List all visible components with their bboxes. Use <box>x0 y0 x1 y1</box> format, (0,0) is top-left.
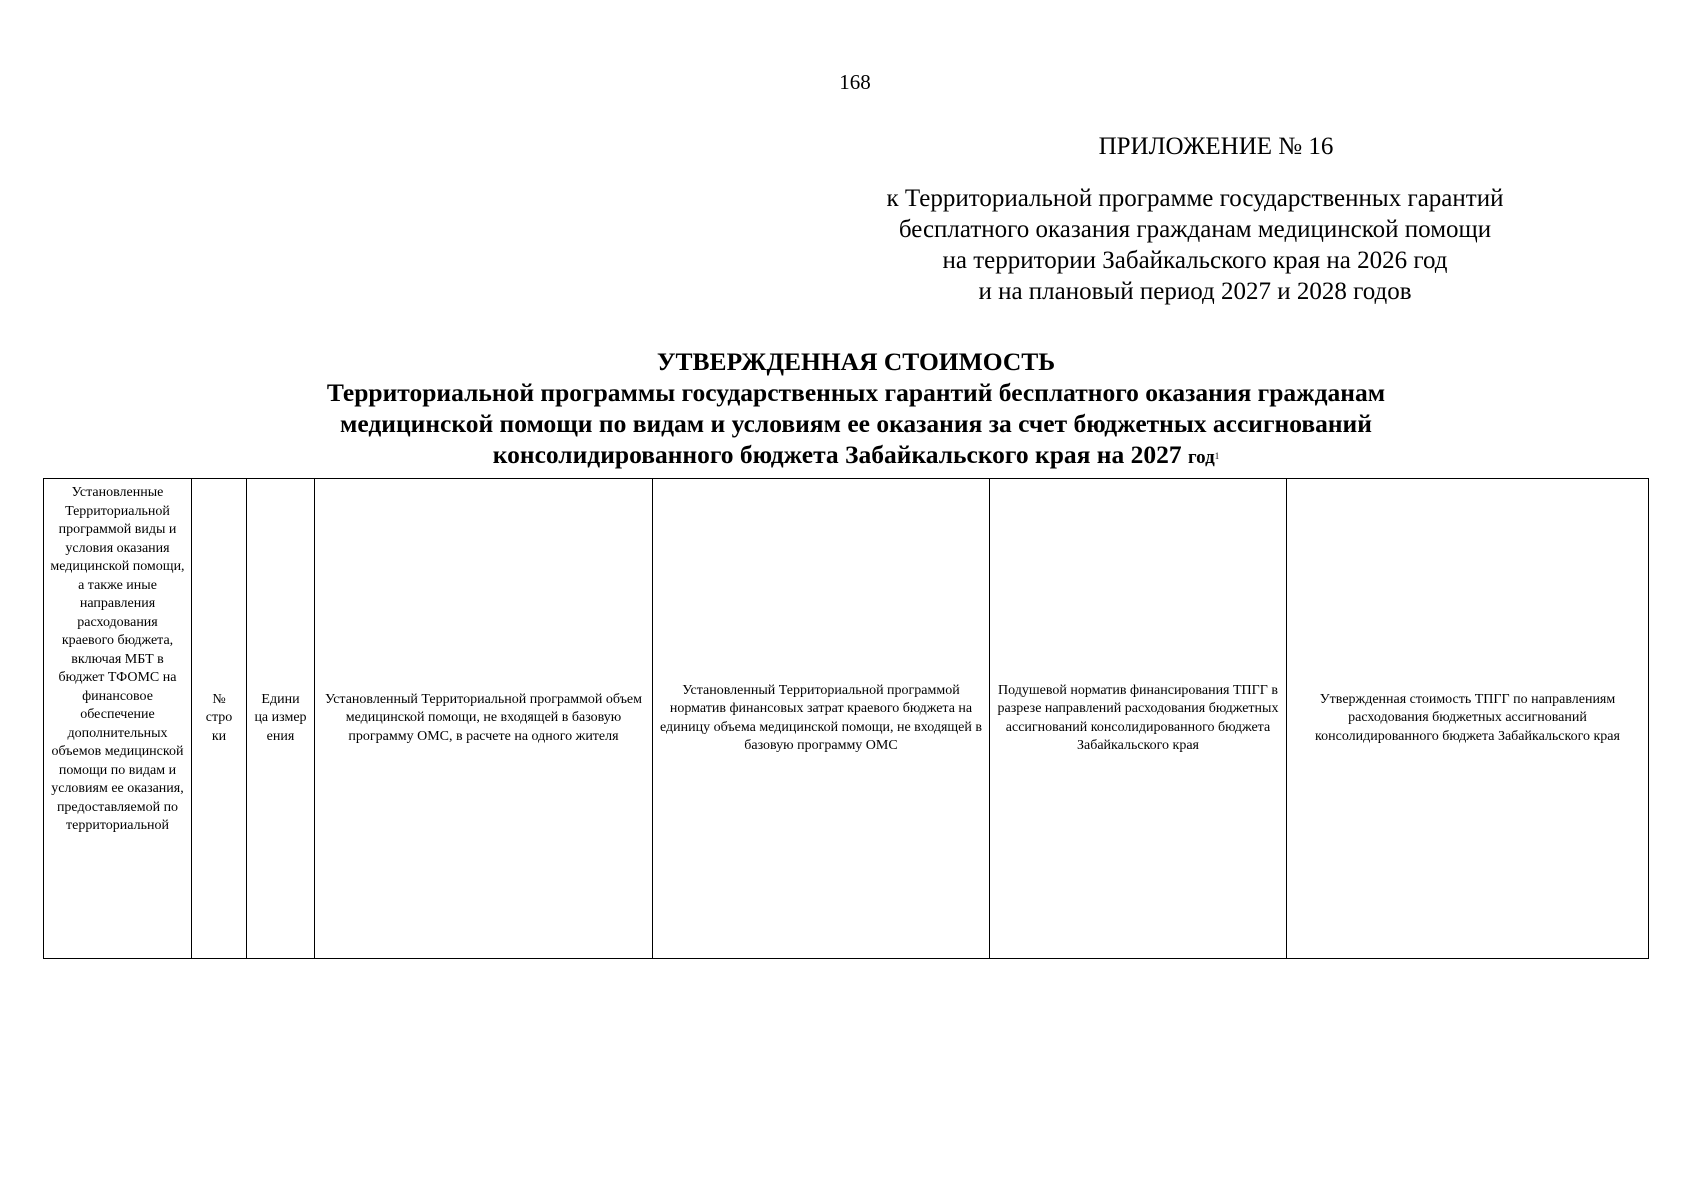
appendix-subtitle <box>845 183 1545 307</box>
appendix-subtitle-line: к Территориальной программе государственных гарантий <box>886 185 1504 212</box>
cost-table <box>43 478 1649 959</box>
table-header-row <box>44 479 1649 959</box>
table-header-cell: № стро ки <box>192 479 247 959</box>
heading-year-suffix: год <box>1188 447 1215 468</box>
footnote-mark: 1 <box>1214 451 1220 461</box>
table-header-cell: Утвержденная стоимость ТПГГ по направлениям расходования бюджетных ассигнований консолидированного бюджета Забайкальского края <box>1287 479 1649 959</box>
table-header-cell: Едини ца измер ения <box>247 479 315 959</box>
heading-line: консолидированного бюджета Забайкальского края на 2027 <box>492 440 1182 469</box>
appendix-subtitle-line: и на плановый период 2027 и 2028 годов <box>978 278 1412 305</box>
table-header-cell: Установленный Территориальной программой объем медицинской помощи, не входящей в базовую программу ОМС, в расчете на одного жителя <box>315 479 653 959</box>
appendix-subtitle-line: на территории Забайкальского края на 2026 год <box>942 247 1448 274</box>
page-number: 168 <box>839 70 871 94</box>
heading-line: УТВЕРЖДЕННАЯ СТОИМОСТЬ <box>656 347 1056 376</box>
heading-line-last <box>150 439 1562 473</box>
appendix-subtitle-line: бесплатного оказания гражданам медицинской помощи <box>898 216 1492 243</box>
heading-line: медицинской помощи по видам и условиям ее оказания за счет бюджетных ассигнований <box>340 409 1372 438</box>
heading-line: Территориальной программы государственных гарантий бесплатного оказания гражданам <box>326 378 1386 407</box>
table-header-cell: Подушевой норматив финансирования ТПГГ в разрезе направлений расходования бюджетных ассигнований консолидированного бюджета Забайкальского края <box>990 479 1287 959</box>
table-header-cell: Установленные Территориальной программой виды и условия оказания медицинской помощи, а также иные направления расходования краевого бюджета, включая МБТ в бюджет ТФОМС на финансовое обеспечение дополнительных объемов медицинской помощи по видам и условиям ее оказания, предоставляемой по территориальной <box>44 479 192 959</box>
appendix-title: ПРИЛОЖЕНИЕ № 16 <box>1098 133 1334 160</box>
table-header-cell: Установленный Территориальной программой норматив финансовых затрат краевого бюджета на единицу объема медицинской помощи, не входящей в базовую программу ОМС <box>653 479 990 959</box>
document-heading <box>150 346 1562 473</box>
